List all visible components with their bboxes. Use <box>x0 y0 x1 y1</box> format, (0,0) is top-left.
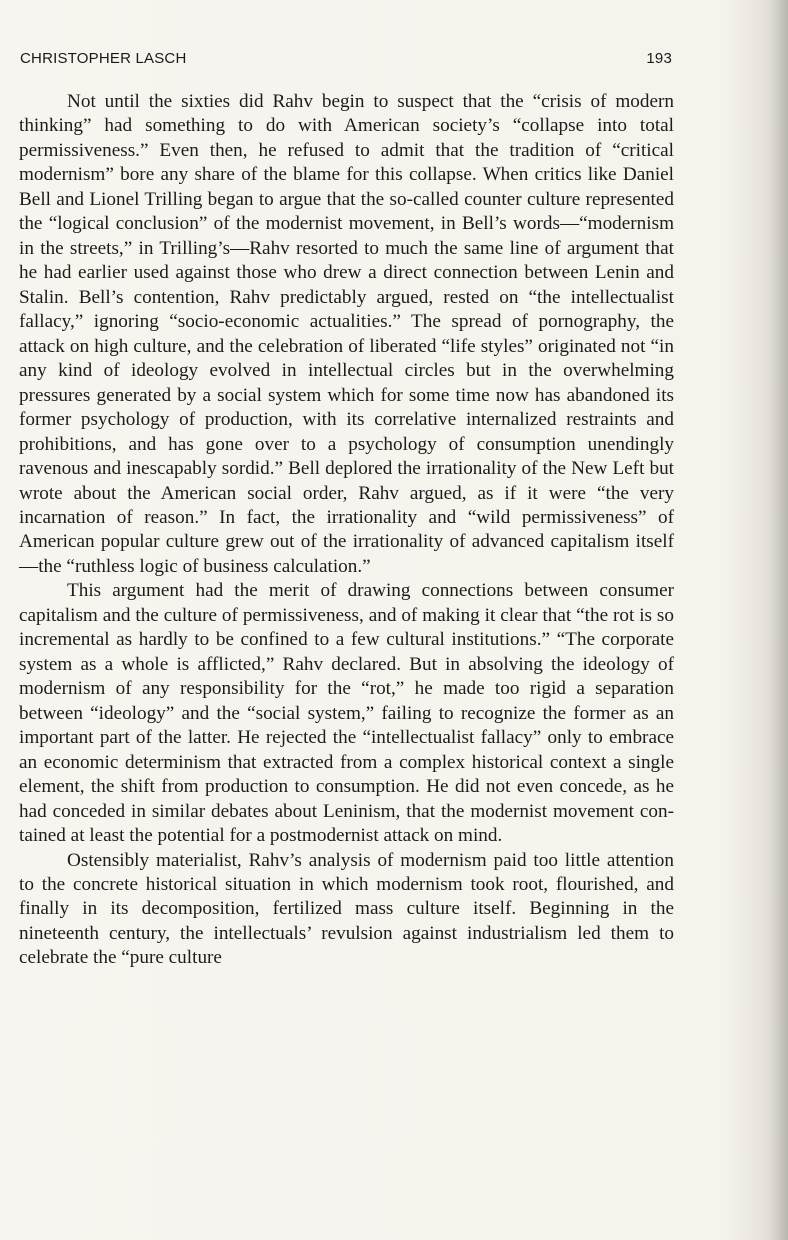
paragraph-2: This argument had the merit of drawing connections between consumer capitalism and the culture of permissiveness, and of making it clear that “the rot is so incremental as hardly to be confined to a few cultural institutions.” “The corporate system as a whole is afflicted,” Rahv declared. But in absolving the ideology of modernism of any responsibility for the “rot,” he made too rigid a separation between “ideology” and the “social system,” failing to recognize the former as an important part of the latter. He rejected the “intellectualist fallacy” only to embrace an economic determinism that extracted from a complex historical context a single element, the shift from production to consumption. He did not even concede, as he had conceded in similar debates about Leninism, that the modernist movement contained at least the potential for a postmodernist attack on mind. <box>19 580 674 847</box>
body-text <box>19 90 674 971</box>
running-head <box>20 50 672 72</box>
paragraph-3: Ostensibly materialist, Rahv’s analysis of modernism paid too little attention to the concrete historical situation in which modernism took root, flourished, and finally in its decomposition, fertilized mass culture itself. Beginning in the nineteenth century, the intellectuals’ revulsion against industrialism led them to celebrate the “pure culture <box>19 849 674 969</box>
page-number: 193 <box>646 50 672 67</box>
running-head-author: CHRISTOPHER LASCH <box>20 50 187 67</box>
spine-shadow <box>768 0 788 1240</box>
paragraph-1: Not until the sixties did Rahv begin to suspect that the “crisis of modern thinking” had something to do with American society’s “collapse into total permissiveness.” Even then, he refused to admit that the tradition of “critical modernism” bore any share of the blame for this collapse. When critics like Daniel Bell and Lionel Trilling began to argue that the so-called counter culture represented the “logical conclusion” of the modernist movement, in Bell’s words—“modernism in the streets,” in Trilling’s—Rahv resorted to much the same line of argument that he had earlier used against those who drew a direct connection between Lenin and Stalin. Bell’s contention, Rahv predictably argued, rested on “the intellectualist fallacy,” ignoring “socio-economic actualities.” The spread of pornography, the attack on high culture, and the celebration of liberated “life styles” originated not “in any kind of ideology evolved in intellectual circles but in the overwhelming pressures generated by a social system which for some time now has abandoned its former psychology of production, with its correlative internalized restraints and prohibitions, and has gone over to a psychology of consumption unendingly ravenous and inescapably sordid.” Bell deplored the irrationality of the New Left but wrote about the American social order, Rahv argued, as if it were “the very incarnation of reason.” In fact, the irrationality and “wild permissiveness” of American popular culture grew out of the irrationality of advanced capitalism itself—the “ruthless logic of business calculation.” <box>19 91 674 577</box>
